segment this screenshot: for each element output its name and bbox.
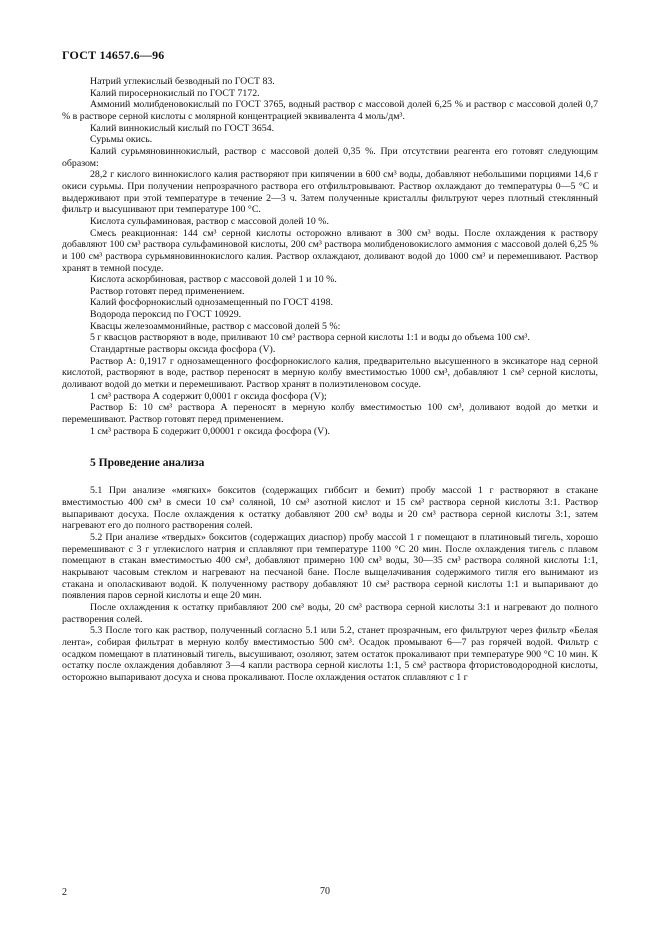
paragraph: Раствор готовят перед применением. xyxy=(90,285,245,297)
paragraph: Кислота сульфаминовая, раствор с массовой долей 10 %. xyxy=(90,215,329,227)
section-paragraph: 5.3 После того как раствор, полученный согласно 5.1 или 5.2, станет прозрачным, его фильтруют через фильтр «Белая лента», собирая фильтрат в мерную колбу вместимостью 500 см³. Осадок промывают 6—7 раз горячей водой. Фильтр с осадком помещают в платиновый тигель, высушивают, озоляют, затем остаток прокаливают при температуре 900 °С 10 мин. К остатку после охлаждения добавляют 3—4 капли раствора серной кислоты 1:1, 5 см³ раствора фтористоводородной кислоты, осторожно выпаривают досуха и снова прокаливают. После охлаждения остаток сплавляют с 1 г xyxy=(62,625,598,683)
paragraph: 5 г квасцов растворяют в воде, приливают 10 см³ раствора серной кислоты 1:1 и воды до объема 100 см³. xyxy=(90,332,530,344)
paragraph: 1 см³ раствора Б содержит 0,00001 г оксида фосфора (V). xyxy=(90,425,330,437)
section-paragraph: 5.1 При анализе «мягких» бокситов (содержащих гиббсит и бемит) пробу массой 1 г растворяют в стакане вместимостью 400 см³ в смеси 10 см³ соляной, 10 см³ азотной кислот и 15 см³ раствора серной кислоты 3:1. Раствор выпаривают досуха. После охлаждения к остатку добавляют 200 см³ воды и 20 см³ раствора серной кислоты 3:1, затем нагревают его до полного растворения солей. xyxy=(62,485,598,532)
paragraph: 1 см³ раствора А содержит 0,0001 г оксида фосфора (V); xyxy=(90,390,327,402)
paragraph: Раствор А: 0,1917 г однозамещенного фосфорнокислого калия, предварительно высушенного в эксикаторе над серной кислотой, растворяют в воде, раствор переносят в мерную колбу вместимостью 1000 см³, добавляют 1 см³ серной кислоты, доливают водой до метки и перемешивают. Раствор хранят в полиэтиленовом сосуде. xyxy=(62,355,598,391)
paragraph: Сурьмы окись. xyxy=(90,134,153,146)
paragraph: 28,2 г кислого виннокислого калия растворяют при кипячении в 600 см³ воды, добавляют небольшими порциями 14,6 г окиси сурьмы. При получении непрозрачного раствора его отфильтровывают. Раствор охлаждают до температуры 0—5 °С и выдерживают при этой температуре в течение 2—3 ч. Затем полученные кристаллы фильтруют через плотный стеклянный фильтр и высушивают при температуре 100 °С. xyxy=(62,169,598,216)
section-title: 5 Проведение анализа xyxy=(90,457,205,470)
paragraph: Натрий углекислый безводный по ГОСТ 83. xyxy=(90,76,275,87)
paragraph: Смесь реакционная: 144 см³ серной кислоты осторожно вливают в 300 см³ воды. После охлаждения к раствору добавляют 100 см³ раствора сульфаминовой кислоты, 200 см³ раствора молибденовокислого аммония с массовой долей 6,25 % и 100 см³ раствора сурьмяновиннокислого калия. Раствор охлаждают, доливают водой до 1000 см³ и перемешивают. Раствор хранят в темной посуде. xyxy=(62,227,598,274)
paragraph: Раствор Б: 10 см³ раствора А переносят в мерную колбу вместимостью 100 см³, доливают водой до метки и перемешивают. Раствор готовят перед применением. xyxy=(62,402,598,426)
paragraph: Водорода пероксид по ГОСТ 10929. xyxy=(90,309,242,321)
page-number-center: 70 xyxy=(320,886,330,897)
section-paragraph: После охлаждения к остатку прибавляют 200 см³ воды, 20 см³ раствора серной кислоты 3:1 и нагревают до полного растворения солей. xyxy=(62,601,598,625)
paragraph: Калий сурьмяновиннокислый, раствор с массовой долей 0,35 %. При отсутствии реагента его готовят следующим образом: xyxy=(62,145,598,169)
paragraph: Калий пиросернокислый по ГОСТ 7172. xyxy=(90,87,260,99)
paragraph: Калий виннокислый кислый по ГОСТ 3654. xyxy=(90,122,275,134)
paragraph: Аммоний молибденовокислый по ГОСТ 3765, водный раствор с массовой долей 6,25 % и раствор с массовой долей 0,7 % в растворе серной кислоты с молярной концентрацией эквивалента 4 моль/дм³. xyxy=(62,99,598,122)
page-number-left: 2 xyxy=(62,887,67,898)
section-paragraph: 5.2 При анализе «твердых» бокситов (содержащих диаспор) пробу массой 1 г помещают в платиновый тигель, хорошо перемешивают с 3 г углекислого натрия и сплавляют при температуре 1100 °С 20 мин. После охлаждения тигель с плавом помещают в стакан вместимостью 400 см³, добавляют примерно 100 см³ воды, 30—35 см³ раствора соляной кислоты 1:1, накрывают часовым стеклом и нагревают на песчаной бане. После выщелачивания содержимого тигля его вынимают из стакана и ополаскивают водой. К полученному раствору добавляют 10 см³ раствора серной кислоты 1:1 и выпаривают до появления паров серной кислоты и еще 20 мин. xyxy=(62,531,598,602)
paragraph: Кислота аскорбиновая, раствор с массовой долей 1 и 10 %. xyxy=(90,274,337,286)
standard-header: ГОСТ 14657.6—96 xyxy=(62,48,165,62)
document-body xyxy=(62,76,598,684)
paragraph: Стандартные растворы оксида фосфора (V). xyxy=(90,344,276,356)
paragraph: Калий фосфорнокислый однозамещенный по ГОСТ 4198. xyxy=(90,297,333,309)
paragraph: Квасцы железоаммонийные, раствор с массовой долей 5 %: xyxy=(90,320,341,332)
